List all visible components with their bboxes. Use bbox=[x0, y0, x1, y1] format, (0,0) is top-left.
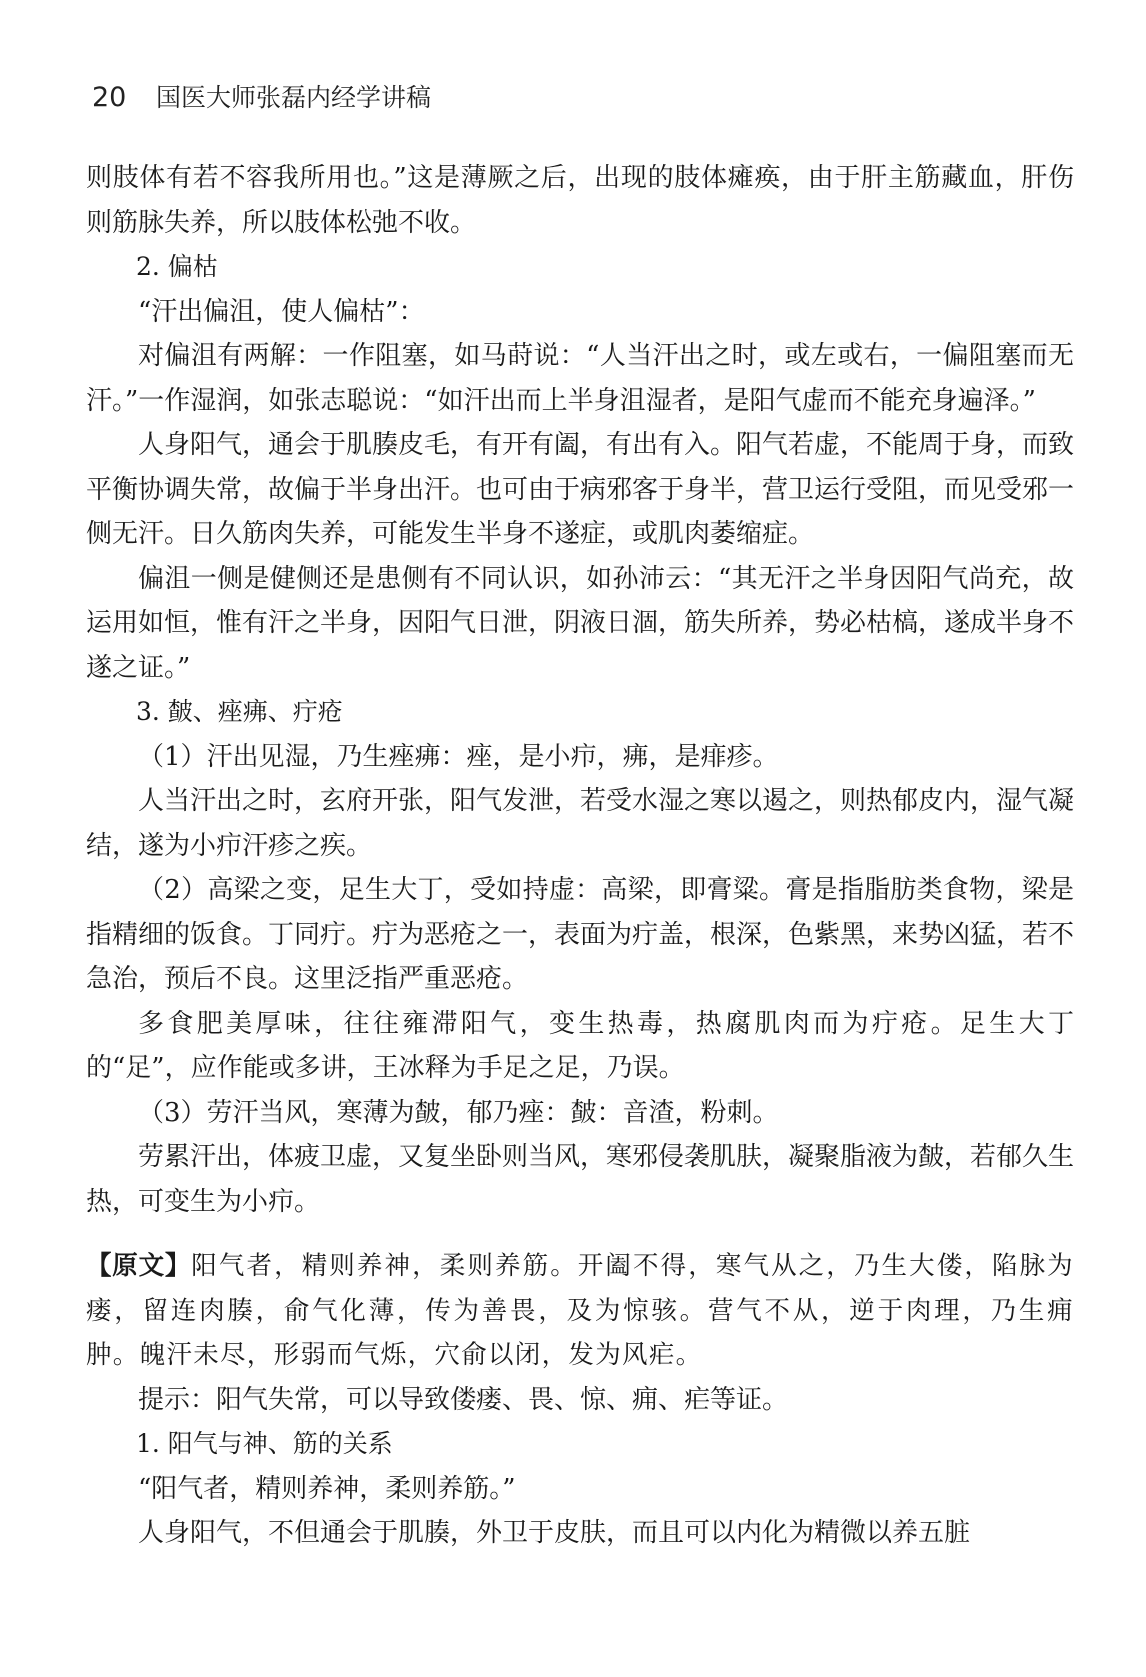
section-heading-3: 3. 皶、痤疿、疔疮 bbox=[136, 697, 343, 726]
subitem-1: （1）汗出见湿，乃生痤疿：痤，是小疖，疿，是痱疹。 bbox=[138, 741, 779, 772]
paragraph: 劳累汗出，体疲卫虚，又复坐卧则当风，寒邪侵袭肌肤，凝聚脂液为皶，若郁久生热，可变生为小疖。 bbox=[86, 1142, 1075, 1217]
subitem-2: （2）高梁之变，足生大丁，受如持虚：高梁，即膏粱。膏是指脂肪类食物，梁是指精细的饭食。丁同疔。疔为恶疮之一，表面为疔盖，根深，色紫黑，来势凶猛，若不急治，预后不良。这里泛指严重恶疮。 bbox=[86, 875, 1075, 994]
paragraph: 则肢体有若不容我所用也。”这是薄厥之后，出现的肢体瘫痪，由于肝主筋藏血，肝伤则筋脉失养，所以肢体松弛不收。 bbox=[86, 163, 1074, 238]
subitem-3: （3）劳汗当风，寒薄为皶，郁乃痤：皶：音渣，粉刺。 bbox=[138, 1097, 779, 1128]
quote-line: “汗出偏沮，使人偏枯”： bbox=[138, 296, 425, 327]
original-text-label: 【原文】 bbox=[86, 1251, 192, 1281]
paragraph: 偏沮一侧是健侧还是患侧有不同认识，如孙沛云：“其无汗之半身因阳气尚充，故运用如恒，惟有汗之半身，因阳气日泄，阴液日涸，筋失所养，势必枯槁，遂成半身不遂之证。” bbox=[86, 563, 1075, 683]
book-title: 国医大师张磊内经学讲稿 bbox=[156, 83, 432, 112]
paragraph: 人身阳气，不但通会于肌腠，外卫于皮肤，而且可以内化为精微以养五脏 bbox=[138, 1518, 971, 1548]
paragraph: 多食肥美厚味，往往雍滞阳气，变生热毒，热腐肌肉而为疔疮。足生大丁的“足”，应作能或多讲，王冰释为手足之足，乃误。 bbox=[86, 1008, 1074, 1083]
paragraph: 对偏沮有两解：一作阻塞，如马莳说：“人当汗出之时，或左或右，一偏阻塞而无汗。”一作湿润，如张志聪说：“如汗出而上半身沮湿者，是阳气虚而不能充身遍泽。” bbox=[86, 341, 1074, 416]
section-heading-2: 2. 偏枯 bbox=[136, 252, 218, 281]
quote-line: “阳气者，精则养神，柔则养筋。” bbox=[138, 1473, 516, 1504]
paragraph: 人身阳气，通会于肌腠皮毛，有开有阖，有出有入。阳气若虚，不能周于身，而致平衡协调失常，故偏于半身出汗。也可由于病邪客于身半，营卫运行受阻，而见受邪一侧无汗。日久筋肉失养，可能发生半身不遂症，或肌肉萎缩症。 bbox=[86, 430, 1075, 549]
paragraph: 人当汗出之时，玄府开张，阳气发泄，若受水湿之寒以遏之，则热郁皮内，湿气凝结，遂为小疖汗疹之疾。 bbox=[86, 786, 1075, 861]
original-text-block bbox=[86, 1244, 1074, 1378]
hint-paragraph: 提示：阳气失常，可以导致偻瘘、畏、惊、痈、疟等证。 bbox=[138, 1384, 789, 1415]
section-heading-1: 1. 阳气与神、筋的关系 bbox=[136, 1429, 393, 1458]
running-header bbox=[92, 78, 431, 114]
original-text: 阳气者，精则养神，柔则养筋。开阖不得，寒气从之，乃生大偻，陷脉为瘘，留连肉腠，俞气化薄，传为善畏，及为惊骇。营气不从，逆于肉理，乃生痈肿。魄汗未尽，形弱而气烁，穴俞以闭，发为风疟。 bbox=[86, 1251, 1074, 1370]
spacer bbox=[86, 1224, 1074, 1244]
page-body bbox=[86, 156, 1074, 1556]
page-number: 20 bbox=[92, 82, 127, 113]
